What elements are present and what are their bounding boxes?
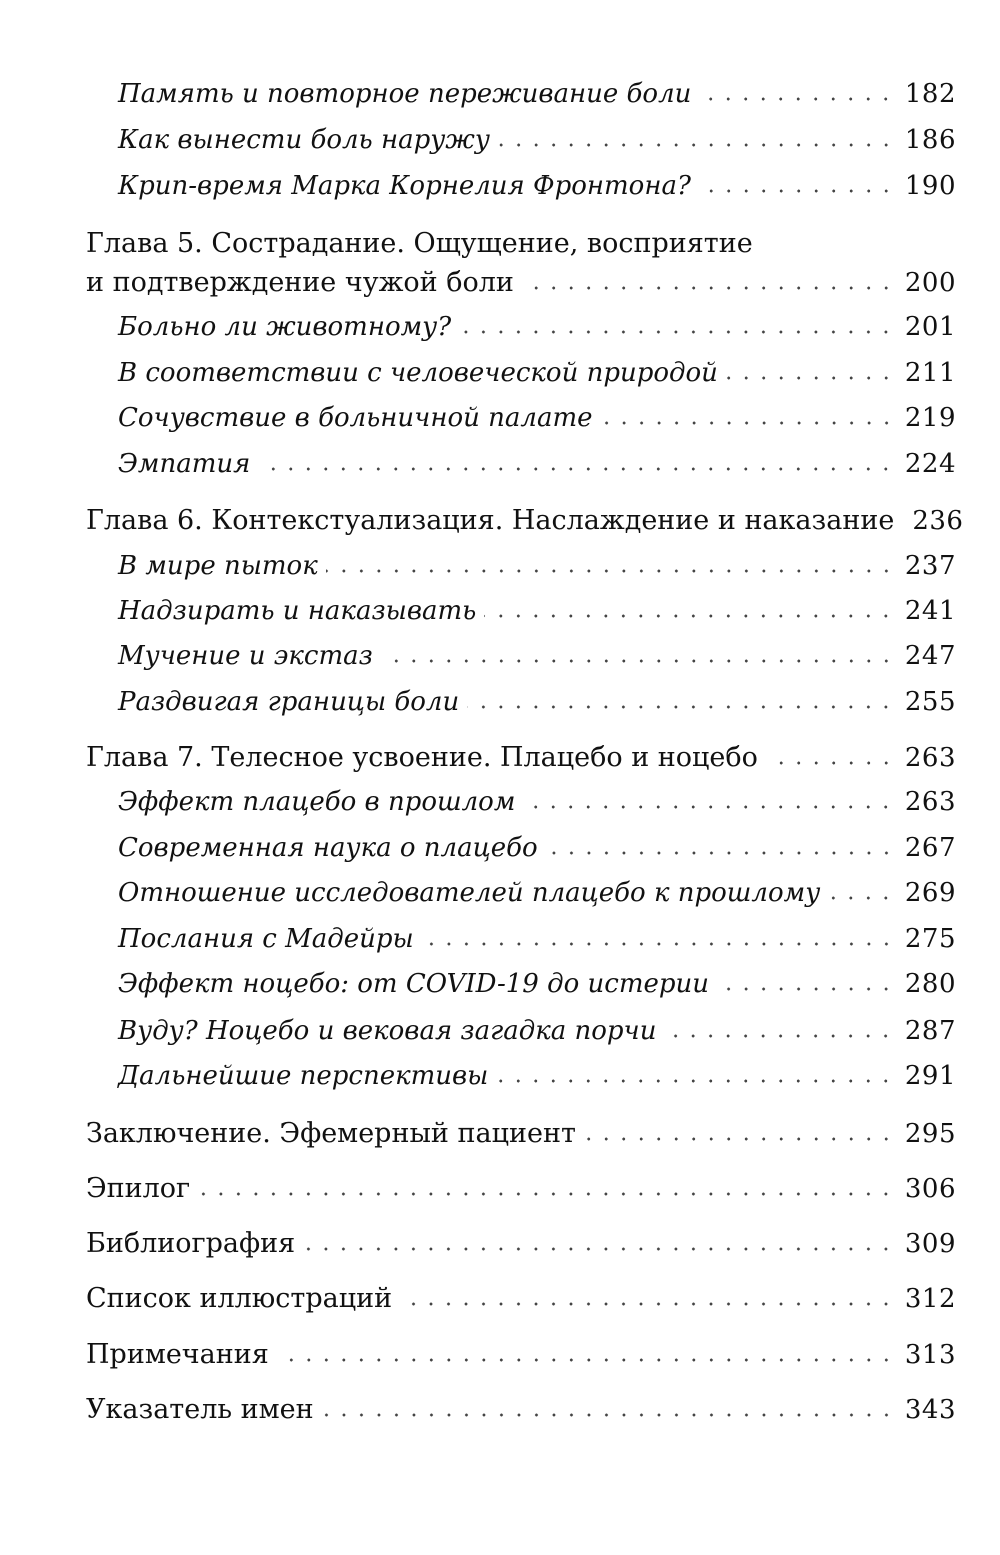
toc-entry-page: 200	[904, 268, 956, 298]
toc-entry-title: Память и повторное переживание боли	[118, 79, 692, 109]
toc-entry-epilogue[interactable]	[86, 1173, 956, 1205]
toc-entry-illustrations[interactable]	[86, 1283, 956, 1315]
dot-leader	[726, 376, 895, 380]
toc-entry-bibliography[interactable]	[86, 1228, 956, 1260]
toc-entry-page: 263	[904, 743, 956, 773]
toc-entry-page: 186	[904, 125, 956, 155]
toc-entry-title: Больно ли животному?	[118, 312, 452, 342]
toc-entry-page: 182	[904, 79, 956, 109]
toc-entry-title: Послания с Мадейры	[118, 924, 414, 954]
toc-entry-voodoo[interactable]	[118, 1015, 956, 1047]
toc-entry-page: 255	[904, 687, 956, 717]
toc-entry-ward[interactable]	[118, 402, 956, 434]
toc-entry-title: Глава 6. Контекстуализация. Наслаждение и наказание	[86, 505, 895, 536]
toc-entry-title: Современная наука о плацебо	[118, 833, 538, 863]
toc-entry-title: Надзирать и наказывать	[118, 596, 477, 626]
toc-entry-index[interactable]	[86, 1394, 956, 1426]
toc-entry-placebo-science[interactable]	[118, 832, 956, 864]
toc-entry-researchers[interactable]	[118, 877, 956, 909]
dot-leader	[277, 1358, 895, 1362]
toc-entry-title: Список иллюстраций	[86, 1283, 393, 1314]
toc-entry-placebo-past[interactable]	[118, 786, 956, 818]
dot-leader	[467, 705, 895, 709]
toc-entry-page: 190	[904, 171, 956, 201]
toc-entry-title: Дальнейшие перспективы	[118, 1061, 489, 1091]
toc-entry-page: 275	[904, 924, 956, 954]
toc-entry-title: Сочувствие в больничной палате	[118, 403, 593, 433]
toc-entry-title: Вуду? Ноцебо и вековая загадка порчи	[118, 1016, 657, 1046]
toc-entry-notes[interactable]	[86, 1339, 956, 1371]
dot-leader	[258, 467, 895, 471]
toc-entry-page: 287	[904, 1016, 956, 1046]
toc-entry-nature[interactable]	[118, 357, 956, 389]
dot-leader	[381, 659, 895, 663]
dot-leader	[303, 1247, 895, 1251]
toc-entry-title: Как вынести боль наружу	[118, 125, 490, 155]
toc-entry-limits[interactable]	[118, 686, 956, 718]
toc-entry-page: 269	[904, 878, 956, 908]
toc-entry-title: Раздвигая границы боли	[118, 687, 460, 717]
dot-leader	[422, 942, 895, 946]
dot-leader	[498, 143, 895, 147]
toc-entry-page: 247	[904, 641, 956, 671]
toc-entry-page: 201	[904, 312, 956, 342]
dot-leader	[522, 286, 895, 290]
toc-entry-page: 306	[904, 1174, 956, 1204]
toc-entry-page: 241	[904, 596, 956, 626]
toc-entry-page: 291	[904, 1061, 956, 1091]
toc-entry-page: 295	[904, 1119, 956, 1149]
dot-leader	[484, 614, 895, 618]
toc-entry-title: Мучение и экстаз	[118, 641, 373, 671]
dot-leader	[766, 761, 895, 765]
toc-entry-empathy[interactable]	[118, 448, 956, 480]
toc-entry-page: 224	[904, 449, 956, 479]
toc-entry-creep[interactable]	[118, 170, 956, 202]
toc-entry-title: Глава 7. Телесное усвоение. Плацебо и ноцебо	[86, 742, 758, 773]
toc-entry-memory[interactable]	[118, 78, 956, 110]
dot-leader	[584, 1137, 895, 1141]
toc-entry-prospects[interactable]	[118, 1060, 956, 1092]
toc-entry-page: 236	[912, 506, 964, 536]
dot-leader	[496, 1079, 895, 1083]
toc-entry-title: Библиография	[86, 1228, 296, 1259]
toc-entry-title: В соответствии с человеческой природой	[118, 358, 718, 388]
toc-entry-chapter-5[interactable]	[86, 267, 956, 299]
toc-entry-title: Крип-время Марка Корнелия Фронтона?	[118, 171, 691, 201]
toc-entry-title: Эффект ноцебо: от COVID-19 до истерии	[118, 969, 709, 999]
toc-entry-page: 313	[904, 1340, 956, 1370]
dot-leader	[828, 896, 895, 900]
dot-leader	[717, 987, 895, 991]
toc-entry-title: и подтверждение чужой боли	[86, 267, 514, 298]
toc-entry-outside[interactable]	[118, 124, 956, 156]
dot-leader	[664, 1034, 894, 1038]
toc-entry-page: 219	[904, 403, 956, 433]
toc-entry-page: 309	[904, 1229, 956, 1259]
toc-entry-title: В мире пыток	[118, 551, 318, 581]
dot-leader	[198, 1192, 895, 1196]
dot-leader	[326, 569, 895, 573]
toc-entry-title: Отношение исследователей плацебо к прошлому	[118, 878, 821, 908]
toc-entry-nocebo[interactable]	[118, 968, 956, 1000]
toc-entry-page: 211	[904, 358, 956, 388]
dot-leader	[523, 805, 894, 809]
toc-entry-title: Указатель имен	[86, 1394, 314, 1425]
toc-entry-conclusion[interactable]	[86, 1118, 956, 1150]
dot-leader	[699, 189, 895, 193]
toc-entry-animal[interactable]	[118, 311, 956, 343]
toc-entry-title: Эффект плацебо в прошлом	[118, 787, 516, 817]
toc-entry-ecstasy[interactable]	[118, 640, 956, 672]
dot-leader	[400, 1302, 895, 1306]
toc-entry-title: Эпилог	[86, 1173, 191, 1204]
dot-leader	[322, 1413, 895, 1417]
chapter-5-heading-line1: Глава 5. Сострадание. Ощущение, восприятие	[86, 228, 753, 259]
toc-entry-title: Заключение. Эфемерный пациент	[86, 1118, 576, 1149]
toc-entry-torture[interactable]	[118, 550, 956, 582]
toc-entry-page: 263	[904, 787, 956, 817]
toc-entry-chapter-6[interactable]	[86, 505, 964, 537]
toc-entry-title: Эмпатия	[118, 449, 251, 479]
toc-entry-discipline[interactable]	[118, 595, 956, 627]
toc-entry-madeira[interactable]	[118, 923, 956, 955]
dot-leader	[546, 851, 895, 855]
toc-entry-page: 343	[904, 1395, 956, 1425]
toc-entry-page: 237	[904, 551, 956, 581]
toc-entry-page: 280	[904, 969, 956, 999]
dot-leader	[459, 330, 895, 334]
toc-entry-chapter-7[interactable]	[86, 742, 956, 774]
toc-entry-title: Примечания	[86, 1339, 269, 1370]
dot-leader	[601, 421, 895, 425]
toc-entry-page: 312	[904, 1284, 956, 1314]
toc-entry-page: 267	[904, 833, 956, 863]
dot-leader	[699, 97, 894, 101]
